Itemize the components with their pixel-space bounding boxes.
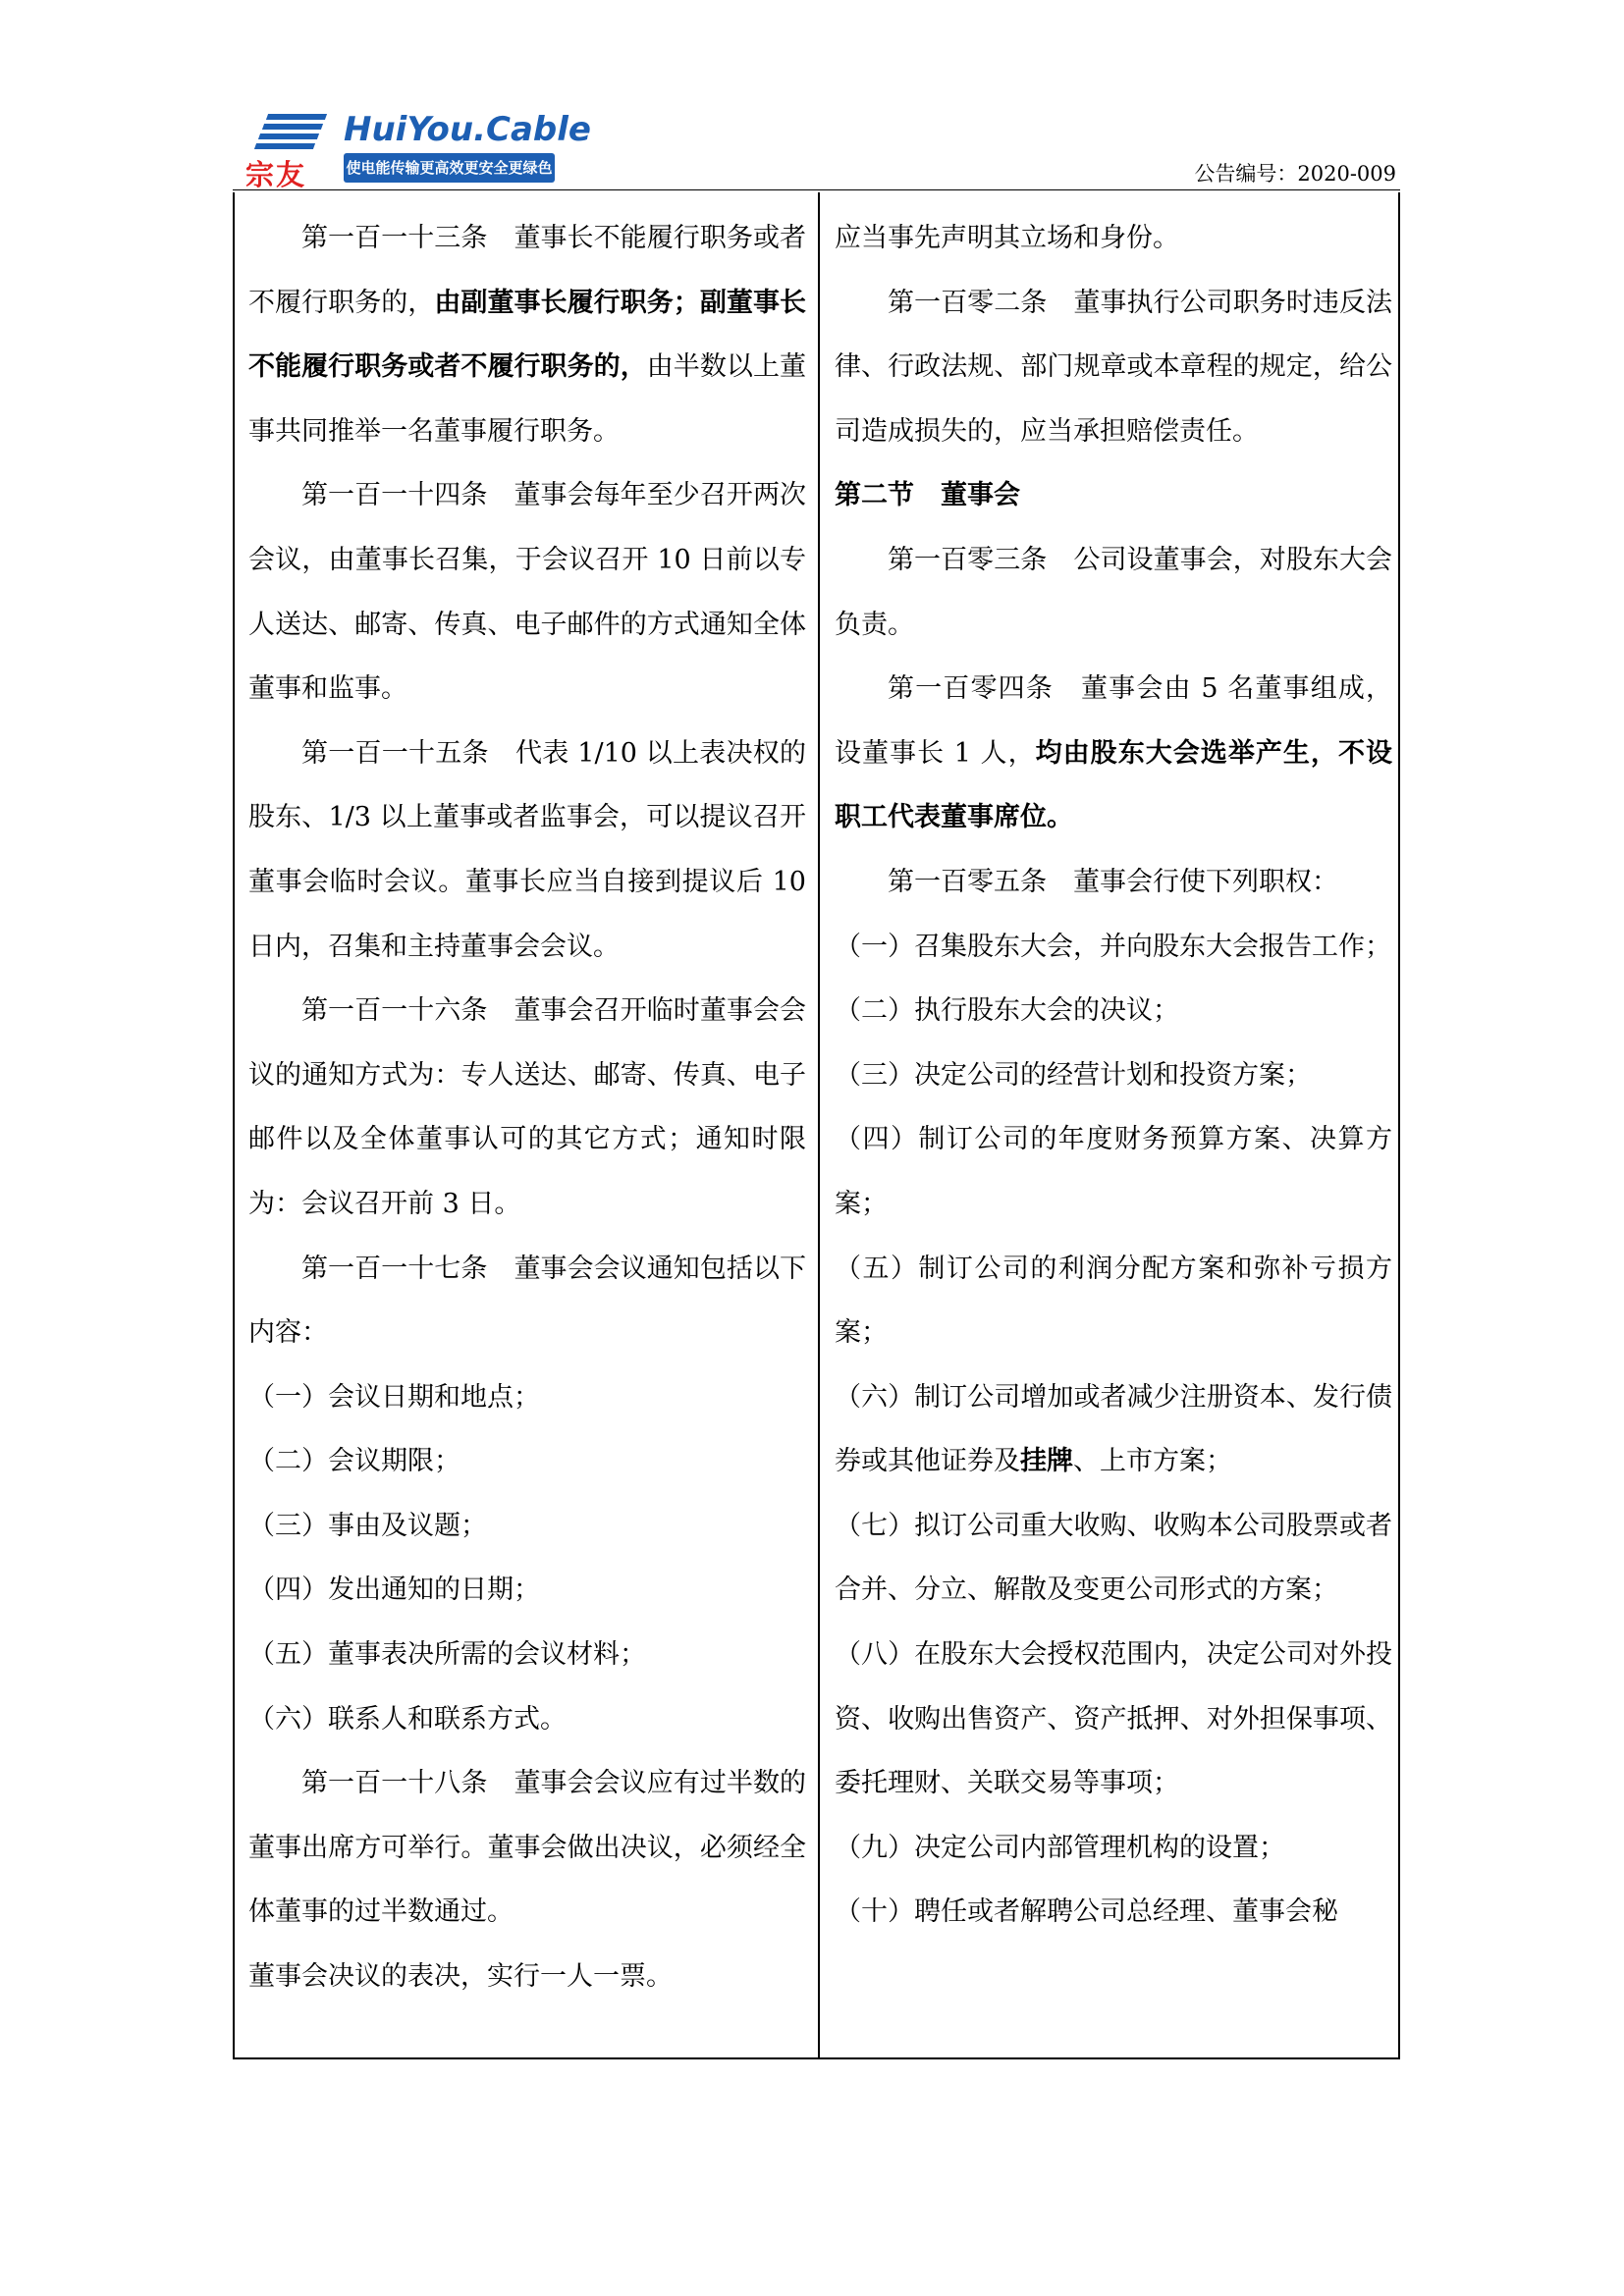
list-item: （五）董事表决所需的会议材料； [248, 1639, 646, 1671]
logo-en-text: HuiYou.Cable [344, 110, 591, 149]
article-115: 第一百一十五条 代表 1/10 以上表决权的股东、1/3 以上董事或者监事会，可以提议召开董事会临时会议。董事长应当自接到提议后 10 日内，召集和主持董事会会议。 [248, 737, 806, 962]
list-item: （四）发出通知的日期； [248, 1575, 540, 1606]
right-column [835, 206, 1392, 1945]
article-continuation: 应当事先声明其立场和身份。 [835, 223, 1179, 253]
article-103: 第一百零三条 公司设董事会，对股东大会负责。 [835, 544, 1392, 640]
article-105: 第一百零五条 董事会行使下列职权： [888, 866, 1338, 897]
header-rule [233, 189, 1400, 190]
logo-slogan: 使电能传输更高效更安全更绿色 [344, 153, 555, 183]
list-item: （三）决定公司的经营计划和投资方案； [835, 1059, 1312, 1091]
column-divider [818, 192, 820, 2057]
list-item: （二）会议期限； [248, 1446, 460, 1477]
notice-number: 公告编号：2020-009 [1194, 162, 1396, 186]
article-117: 第一百一十七条 董事会会议通知包括以下内容： [248, 1253, 806, 1349]
list-item: （八）在股东大会授权范围内，决定公司对外投资、收购出售资产、资产抵押、对外担保事项、委托理财、关联交易等事项； [835, 1639, 1392, 1799]
article-104: 第一百零四条 董事会由 5 名董事组成，设董事长 1 人，均由股东大会选举产生，不设职工代表董事席位。 [835, 673, 1393, 833]
comparison-table [233, 192, 1400, 2059]
list-item: （六）联系人和联系方式。 [248, 1703, 567, 1735]
article-116: 第一百一十六条 董事会召开临时董事会会议的通知方式为：专人送达、邮寄、传真、电子邮件以及全体董事认可的其它方式；通知时限为：会议召开前 3 日。 [248, 995, 806, 1219]
list-item: （一）召集股东大会，并向股东大会报告工作； [835, 931, 1391, 962]
list-item: （五）制订公司的利润分配方案和弥补亏损方案； [835, 1253, 1392, 1349]
list-item: （九）决定公司内部管理机构的设置； [835, 1832, 1285, 1863]
article-114: 第一百一十四条 董事会每年至少召开两次会议，由董事长召集，于会议召开 10 日前以专人送达、邮寄、传真、电子邮件的方式通知全体董事和监事。 [248, 480, 806, 705]
list-item: （十）聘任或者解聘公司总经理、董事会秘 [835, 1896, 1338, 1928]
list-item: （一）会议日期和地点； [248, 1381, 540, 1413]
list-item: （七）拟订公司重大收购、收购本公司股票或者合并、分立、解散及变更公司形式的方案； [835, 1510, 1392, 1606]
list-item: （三）事由及议题； [248, 1510, 487, 1541]
article-113: 第一百一十三条 董事长不能履行职务或者不履行职务的，由副董事长履行职务；副董事长不能履行职务或者不履行职务的，由半数以上董事共同推举一名董事履行职务。 [248, 223, 807, 447]
logo-cn-text: 宗友 [245, 158, 307, 191]
list-item: （二）执行股东大会的决议； [835, 995, 1179, 1027]
list-item: （四）制订公司的年度财务预算方案、决算方案； [835, 1124, 1392, 1219]
list-item: （六）制订公司增加或者减少注册资本、发行债券或其他证券及挂牌、上市方案； [835, 1381, 1392, 1477]
article-118-voting: 董事会决议的表决，实行一人一票。 [248, 1961, 673, 1993]
article-118: 第一百一十八条 董事会会议应有过半数的董事出席方可举行。董事会做出决议，必须经全体董事的过半数通过。 [248, 1768, 806, 1928]
section-heading: 第二节 董事会 [835, 480, 1020, 511]
company-logo [245, 110, 599, 191]
left-column [248, 206, 806, 2009]
article-102: 第一百零二条 董事执行公司职务时违反法律、行政法规、部门规章或本章程的规定，给公司造成损失的，应当承担赔偿责任。 [835, 287, 1392, 447]
